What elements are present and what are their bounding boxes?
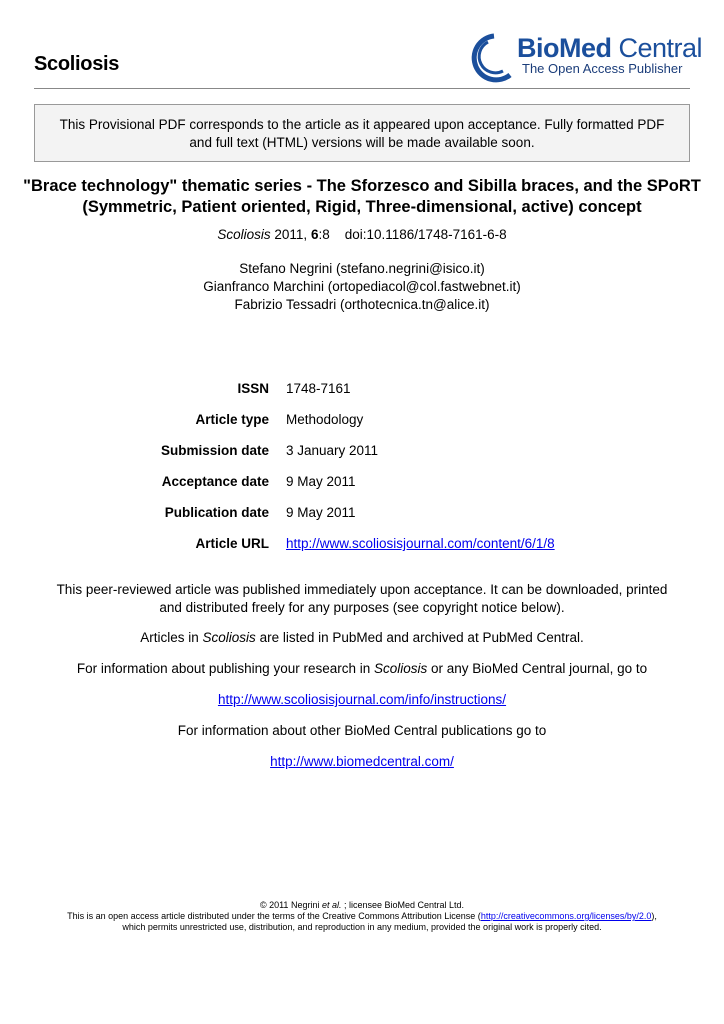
peer-review-statement: This peer-reviewed article was published immediately upon acceptance. It can be downloaded, printed and distributed freely for any purposes (see copyright notice below). [56, 582, 668, 615]
publishing-pre: For information about publishing your research in [76, 661, 374, 676]
meta-label: Acceptance date [161, 474, 269, 489]
license-pre: This is an open access article distributed under the terms of the Creative Commons Attribution License ( [67, 911, 481, 921]
copyright-post: ; licensee BioMed Central Ltd. [341, 900, 465, 910]
meta-value: 9 May 2011 [286, 505, 356, 520]
meta-row-publication-date [0, 505, 724, 525]
pubmed-journal: Scoliosis [202, 630, 256, 645]
publisher-logo-text [517, 33, 702, 63]
pubmed-statement [0, 629, 724, 647]
meta-label: Article URL [195, 536, 269, 551]
instructions-link[interactable]: http://www.scoliosisjournal.com/info/instructions/ [217, 692, 507, 707]
meta-label: Article type [195, 412, 269, 427]
meta-row-article-type [0, 412, 724, 432]
meta-value: Methodology [286, 412, 364, 427]
citation [0, 227, 724, 242]
publisher-tagline: The Open Access Publisher [522, 61, 683, 76]
article-title: "Brace technology" thematic series - The Sforzesco and Sibilla braces, and the SPoRT (Symmetric, Patient oriented, Rigid, Three-dimensional, active) concept [23, 177, 701, 216]
pubmed-post: are listed in PubMed and archived at PubMed Central. [255, 630, 584, 645]
bmc-link-row [0, 753, 724, 771]
author-item: Stefano Negrini (stefano.negrini@isico.it) [239, 261, 485, 276]
instructions-link-row [0, 691, 724, 709]
meta-label: Publication date [164, 505, 269, 520]
header-divider [34, 88, 690, 89]
citation-journal: Scoliosis [217, 227, 271, 242]
citation-doi: doi:10.1186/1748-7161-6-8 [344, 227, 507, 242]
pubmed-pre: Articles in [140, 630, 203, 645]
copyright-line [0, 900, 724, 911]
provisional-notice-box [34, 104, 690, 162]
license-line-2: which permits unrestricted use, distribution, and reproduction in any medium, provided the original work is properly cited. [122, 922, 602, 932]
citation-year: 2011, [270, 227, 311, 242]
meta-value: 3 January 2011 [286, 443, 379, 458]
meta-row-issn [0, 381, 724, 401]
meta-label: Submission date [160, 443, 269, 458]
article-url-link[interactable]: http://www.scoliosisjournal.com/content/6/1/8 [286, 536, 555, 551]
meta-value: 9 May 2011 [286, 474, 356, 489]
meta-value: 1748-7161 [286, 381, 351, 396]
publishing-info-statement [0, 660, 724, 678]
author-item: Fabrizio Tessadri (orthotecnica.tn@alice.it) [234, 297, 490, 312]
meta-row-acceptance-date [0, 474, 724, 494]
copyright-pre: © 2011 Negrini [259, 900, 322, 910]
logo-bio: BioMed [517, 33, 612, 63]
journal-name: Scoliosis [34, 53, 120, 75]
publishing-post: or any BioMed Central journal, go to [427, 661, 648, 676]
license-footer [0, 900, 724, 933]
publishing-journal: Scoliosis [374, 661, 428, 676]
provisional-notice-text: This Provisional PDF corresponds to the article as it appeared upon acceptance. Fully formatted PDF and full text (HTML) versions will be made available soon. [59, 117, 665, 150]
citation-volume: 6 [310, 227, 319, 242]
logo-central: Central [611, 33, 703, 63]
meta-row-submission-date [0, 443, 724, 463]
biomedcentral-link[interactable]: http://www.biomedcentral.com/ [270, 754, 454, 769]
other-publications-statement: For information about other BioMed Central publications go to [177, 723, 547, 738]
license-line [0, 911, 724, 922]
meta-row-article-url [0, 536, 724, 556]
copyright-etal: et al. [321, 900, 342, 910]
license-link[interactable]: http://creativecommons.org/licenses/by/2.0 [480, 911, 652, 921]
meta-label: ISSN [237, 381, 269, 396]
author-list [0, 260, 724, 314]
citation-article: :8 [318, 227, 330, 242]
license-post: ), [651, 911, 657, 921]
author-item: Gianfranco Marchini (ortopediacol@col.fastwebnet.it) [203, 279, 521, 294]
